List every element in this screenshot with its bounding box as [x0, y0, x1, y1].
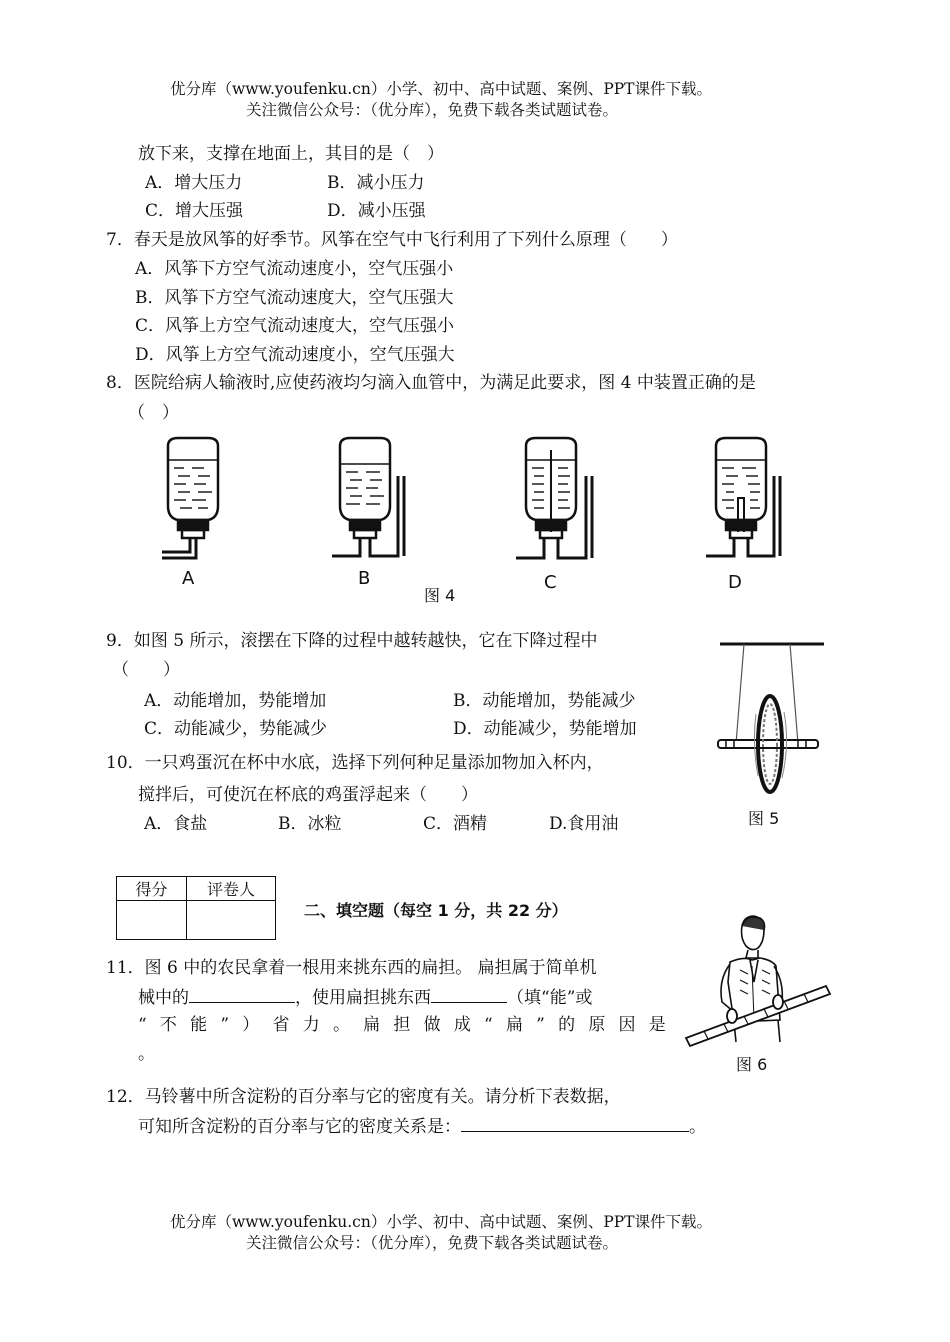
q10-option-c: C．酒精	[423, 814, 488, 834]
score-table	[116, 876, 276, 940]
q11-char: 力	[302, 1015, 320, 1035]
q12-end: 。	[689, 1117, 706, 1137]
q9-option-d: D．动能减少，势能增加	[453, 719, 637, 739]
q6-option-d: D．减小压强	[327, 201, 426, 221]
bottle-a	[162, 438, 218, 558]
figure-5-caption: 图 5	[748, 809, 780, 828]
q11-text-c: （填“能”或	[507, 988, 593, 1008]
section-2-title: 二、填空题（每空 1 分，共 22 分）	[304, 901, 568, 920]
q11-line-3	[138, 1014, 666, 1036]
q8-stem: 8．医院给病人输液时,应使药液均匀滴入血管中，为满足此要求，图 4 中装置正确的是	[106, 373, 756, 393]
q11-char: 的	[558, 1015, 576, 1035]
q11-char: ”	[220, 1015, 230, 1035]
q11-line-2	[138, 986, 592, 1009]
figure-5-maxwell-wheel	[712, 636, 832, 806]
q9-answer-paren: （ ）	[112, 660, 180, 680]
q11-char: 省	[272, 1015, 290, 1035]
figure-4-label-d: D	[728, 572, 742, 593]
figure-4-label-b: B	[358, 568, 371, 589]
q8-answer-paren: （ ）	[128, 403, 179, 423]
q9-option-c: C．动能减少，势能减少	[144, 719, 328, 739]
q11-char: 因	[618, 1015, 636, 1035]
q6-option-b: B．减小压力	[327, 173, 425, 193]
q11-text-a: 械中的	[138, 988, 189, 1008]
q6-option-c: C．增大压强	[145, 201, 244, 221]
q11-blank-2[interactable]	[431, 986, 507, 1003]
q10-option-d: D.食用油	[549, 814, 619, 834]
q11-text-b: ，使用扁担挑东西	[295, 988, 431, 1008]
q12-line-1: 12．马铃薯中所含淀粉的百分率与它的密度有关。请分析下表数据，	[106, 1087, 621, 1107]
q9-option-a: A．动能增加，势能增加	[144, 691, 327, 711]
bottle-c	[516, 438, 592, 558]
header-line-2: 关注微信公众号：（优分库），免费下载各类试题试卷。	[246, 101, 619, 119]
q7-stem: 7．春天是放风筝的好季节。风筝在空气中飞行利用了下列什么原理（ ）	[106, 230, 678, 250]
score-cell[interactable]	[117, 901, 187, 940]
score-header: 得分	[117, 877, 187, 901]
q9-stem: 9．如图 5 所示，滚摆在下降的过程中越转越快，它在下降过程中	[106, 631, 598, 651]
q10-stem-line-2: 搅拌后，可使沉在杯底的鸡蛋浮起来（ ）	[138, 785, 478, 805]
footer-line-2: 关注微信公众号：（优分库），免费下载各类试题试卷。	[246, 1234, 619, 1252]
q11-char: ”	[536, 1015, 545, 1035]
q12-line-2	[138, 1115, 706, 1138]
q11-char: 原	[588, 1015, 606, 1035]
q11-blank-1[interactable]	[189, 986, 295, 1003]
q11-char: 做	[423, 1015, 441, 1035]
bottle-b	[332, 438, 404, 556]
q7-option-c: C．风筝上方空气流动速度大，空气压强小	[135, 316, 455, 336]
q11-char: 担	[393, 1015, 411, 1035]
q6-option-a: A．增大压力	[145, 173, 243, 193]
q11-char: 是	[648, 1015, 666, 1035]
q12-text: 可知所含淀粉的百分率与它的密度关系是：	[138, 1117, 461, 1137]
q10-stem: 10．一只鸡蛋沉在杯中水底，选择下列何种足量添加物加入杯内，	[106, 753, 604, 773]
figure-4-label-a: A	[182, 568, 195, 589]
q7-option-d: D．风筝上方空气流动速度小，空气压强大	[135, 345, 455, 365]
q11-char: “	[138, 1015, 147, 1035]
q7-option-a: A．风筝下方空气流动速度小，空气压强小	[135, 259, 454, 279]
q11-char: 能	[190, 1015, 208, 1035]
q11-char: 扁	[505, 1015, 523, 1035]
q11-char: 成	[453, 1015, 471, 1035]
q11-char: ）	[242, 1015, 260, 1035]
figure-4-caption: 图 4	[424, 586, 456, 605]
bottle-d	[706, 438, 780, 556]
footer-line-1: 优分库（www.youfenku.cn）小学、初中、高中试题、案例、PPT课件下载。	[170, 1213, 713, 1231]
q10-option-a: A．食盐	[144, 814, 208, 834]
q9-option-b: B．动能增加，势能减少	[453, 691, 636, 711]
q11-line-4: 。	[138, 1044, 155, 1064]
q7-option-b: B．风筝下方空气流动速度大，空气压强大	[135, 288, 454, 308]
figure-4-iv-bottles	[150, 436, 790, 596]
figure-6-caption: 图 6	[736, 1055, 768, 1074]
figure-6-farmer-with-pole	[684, 910, 834, 1050]
q11-line-1: 11．图 6 中的农民拿着一根用来挑东西的扁担。 扁担属于简单机	[106, 958, 597, 978]
q11-char: 扁	[363, 1015, 381, 1035]
grader-header: 评卷人	[187, 877, 276, 901]
q11-char: 不	[159, 1015, 177, 1035]
q12-blank[interactable]	[461, 1115, 689, 1132]
q11-char: “	[484, 1015, 493, 1035]
q10-option-b: B．冰粒	[278, 814, 342, 834]
figure-4-label-c: C	[544, 572, 557, 593]
header-line-1: 优分库（www.youfenku.cn）小学、初中、高中试题、案例、PPT课件下载。	[170, 80, 713, 98]
grader-cell[interactable]	[187, 901, 276, 940]
q11-char: 。	[332, 1015, 350, 1035]
q6-continuation: 放下来，支撑在地面上，其目的是（ ）	[138, 144, 444, 164]
